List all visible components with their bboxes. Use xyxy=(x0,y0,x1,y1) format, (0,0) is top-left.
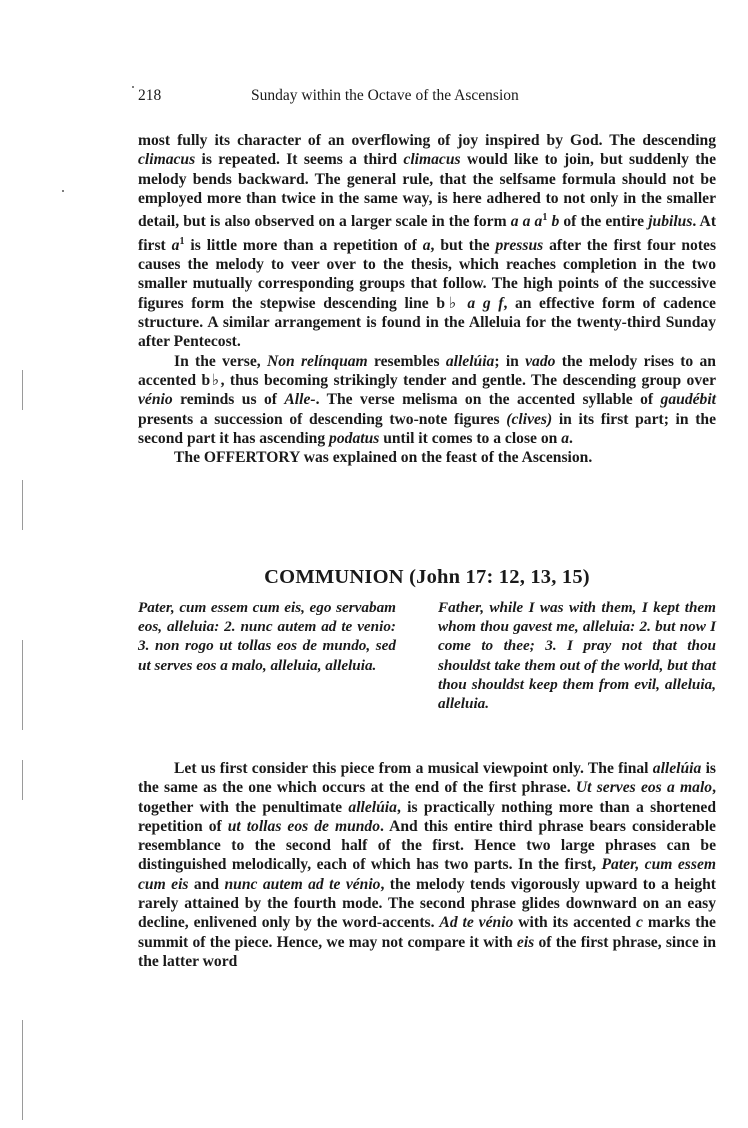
paragraph-jubilus: most fully its character of an overflowing of joy inspired by God. The descending climacus is repeated. It seems a third climacus would like to join, but suddenly the melody bends backward. The general rule, that the selfsame formula should not be employed more than twice in the same way, is here adhered to not only in the smaller detail, but is also observed on a larger scale in the form a a $a^1$ b of the entire jubilus. At first $a^1$ is little more than a repetition of a, but the pressus after the first four notes causes the melody to veer over to the thesis, which reaches completion in the two smaller mutually corresponding groups that follow. The high points of the successive figures form the stepwise descending line b♭ a g f, an effective form of cadence structure. A similar arrangement is found in the Alleluia for the twenty-third Sunday after Pentecost. xyxy=(138,132,717,351)
section-heading xyxy=(138,566,716,589)
margin-scan-line xyxy=(22,640,23,730)
scan-speck xyxy=(62,190,64,192)
latin-text: Pater, cum essem cum eis, ego servabam eos, alleluia: 2. nunc autem ad te venio: 3. non rogo ut tollas eos de mundo, sed ut serves eos a malo, alleluia, alleluia. xyxy=(138,599,396,674)
paragraph-offertory: The OFFERTORY was explained on the feast of the Ascension. xyxy=(174,449,593,467)
margin-scan-line xyxy=(22,370,23,410)
page-number: 218 xyxy=(138,87,162,104)
margin-scan-line xyxy=(22,480,23,530)
paragraph-analysis: Let us first consider this piece from a musical viewpoint only. The final allelúia is the same as the one which occurs at the end of the first phrase. Ut serves eos a malo, together with the penultimate allelúia, is practically nothing more than a shortened repetition of ut tollas eos de mundo. And this entire third phrase bears considerable resemblance to the second half of the first. Hence two large phrases can be distinguished melodically, each of which has two parts. In the first, Pater, cum essem cum eis and nunc autem ad te vénio, the melody tends vigorously upward to a height rarely attained by the fourth mode. The second phrase glides downward on an easy decline, enlivened only by the word-accents. Ad te vénio with its accented c marks the summit of the piece. Hence, we may not compare it with eis of the first phrase, since in the latter word xyxy=(138,760,717,970)
paragraph-verse: In the verse, Non relínquam resembles allelúia; in vado the melody rises to an accented b♭, thus becoming strikingly tender and gentle. The descending group over vénio reminds us of Alle-. The verse melisma on the accented syllable of gaudébit presents a succession of descending two-note figures (clives) in its first part; in the second part it has ascending podatus until it comes to a close on a. xyxy=(138,352,717,447)
margin-scan-line xyxy=(22,1020,23,1120)
english-text: Father, while I was with them, I kept them whom thou gavest me, alleluia: 2. but now I come to thee; 3. I pray not that thou shouldst take them out of the world, but that thou shouldst keep them from evil, alleluia, alleluia. xyxy=(438,599,716,713)
heading-reference: (John 17: 12, 13, 15) xyxy=(409,566,590,588)
body-text-lower xyxy=(138,759,716,971)
running-title: Sunday within the Octave of the Ascension xyxy=(251,87,519,104)
scan-speck xyxy=(132,86,134,88)
body-text-upper xyxy=(138,131,716,467)
margin-scan-line xyxy=(22,760,23,800)
heading-title: COMMUNION xyxy=(264,566,404,588)
